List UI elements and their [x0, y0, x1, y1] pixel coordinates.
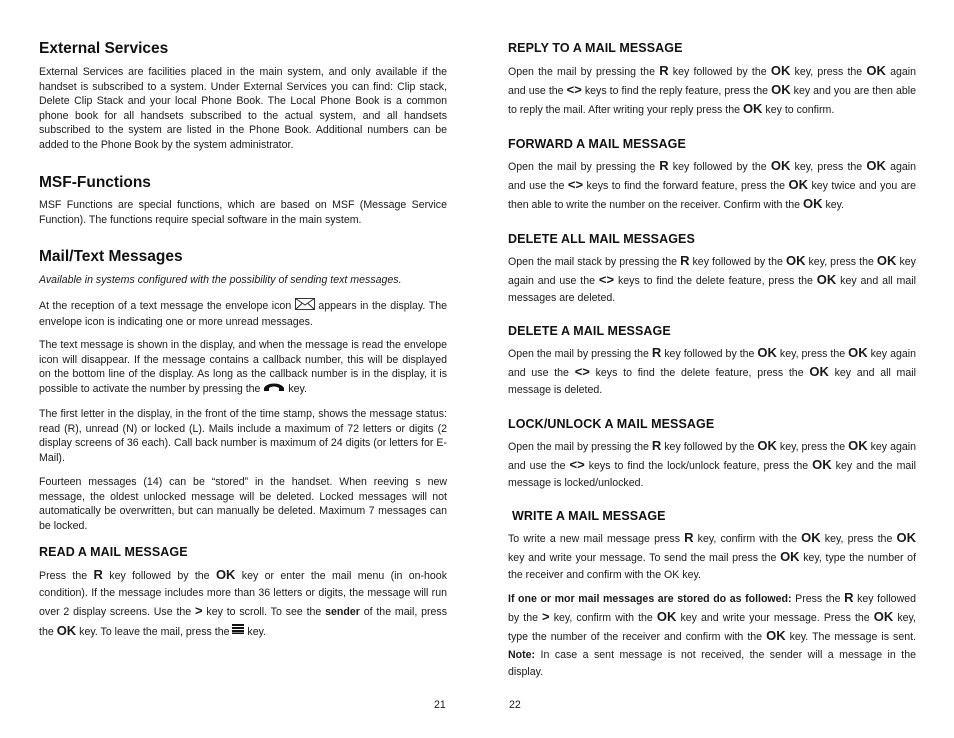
heading-forward-mail: FORWARD A MAIL MESSAGE — [508, 137, 686, 151]
heading-write-mail: WRITE A MAIL MESSAGE — [512, 509, 666, 523]
storage-paragraph: Fourteen messages (14) can be “stored” in the handset. When reeving s new message, the oldest unlocked message will be deleted. Locked messages will not automatically be overwritten, but can manually be deleted. Maximum 7 messages can be locked. — [39, 476, 447, 532]
status-paragraph: The first letter in the display, in the front of the time stamp, shows the message status: read (R), unread (N) or locked (L). Mails include a maximum of 72 letters or digits (2 display screens of 36 each). Call back number is maximum of 24 digits (or letters for E-Mail). — [39, 408, 447, 464]
read-mail-text: Press the R key followed by the OK key or enter the mail menu (in on-hook condition). If the message includes more than 36 letters or digits, the message will run over 2 display screens. Use the > key to scroll. To see the sender of the mail, press the OK key. To leave the mail, press the key. — [39, 566, 447, 641]
heading-external-services: External Services — [39, 40, 169, 57]
external-services-text: External Services are facilities placed in the main system, and only available if the handset is subscribed to a system. Under External Services you can find: Clip stack, Delete Clip Stack and your local Phone Book. The Local Phone Book is a common phone book for all handsets subscribed to the actual system, and all handsets subscribed to the system are listed in the Phone Book. Additional numbers can be added to the Phone Book by the system administrator. — [39, 66, 447, 151]
stored-messages-text: If one or mor mail messages are stored do as followed: Press the R key followed by the > key, confirm with the OK key and write your message. Press the OK key, type the number of the receiver and confirm with the OK key. The message is sent. Note: In case a sent message is not received, the sender will a message in the display. — [508, 590, 917, 678]
delete-all-text: Open the mail stack by pressing the R key followed by the OK key, press the OK key again and use the <> keys to find the delete feature, press the OK key and all mail messages are deleted. — [508, 253, 916, 305]
heading-delete-all: DELETE ALL MAIL MESSAGES — [508, 232, 695, 246]
heading-read-mail: READ A MAIL MESSAGE — [39, 545, 188, 559]
heading-msf-functions: MSF-Functions — [39, 174, 151, 191]
delete-one-text: Open the mail by pressing the R key followed by the OK key, press the OK key again and use the <> keys to find the delete feature, press the OK key and all mail message is deleted. — [508, 345, 916, 397]
envelope-icon — [295, 298, 315, 315]
callback-paragraph: The text message is shown in the display, and when the message is read the envelope icon will disappear. If the message contains a callback number, this will be displayed on the bottom line of the display. As long as the callback number is in the display, it is possible to activate the number by pressing the key. — [39, 339, 447, 395]
envelope-paragraph: At the reception of a text message the envelope icon appears in the display. The envelope icon is indicating one or more unread messages. — [39, 298, 447, 329]
heading-delete-one: DELETE A MAIL MESSAGE — [508, 324, 671, 338]
mail-text-intro: Available in systems configured with the possibility of sending text messages. — [39, 274, 402, 286]
write-mail-text: To write a new mail message press R key, confirm with the OK key, press the OK key and write your message. To send the mail press the OK key, type the number of the receiver and confirm with the OK key. — [508, 530, 917, 582]
forward-mail-text: Open the mail by pressing the R key followed by the OK key, press the OK again and use the <> keys to find the forward feature, press the OK key twice and you are then able to write the number on the receiver. Confirm with the OK key. — [508, 158, 917, 212]
page-number-right: 22 — [509, 699, 521, 711]
heading-mail-text-messages: Mail/Text Messages — [39, 248, 183, 265]
heading-reply-mail: REPLY TO A MAIL MESSAGE — [508, 41, 683, 55]
heading-lock-unlock: LOCK/UNLOCK A MAIL MESSAGE — [508, 417, 715, 431]
lock-unlock-text: Open the mail by pressing the R key followed by the OK key, press the OK key again and use the <> keys to find the lock/unlock feature, press the OK key and the mail message is locked/unlocked. — [508, 438, 916, 490]
page-number-left: 21 — [434, 699, 446, 711]
reply-mail-text: Open the mail by pressing the R key followed by the OK key, press the OK again and use the <> keys to find the reply feature, press the OK key and you are then able to reply the mail. After writing your reply press the OK key to confirm. — [508, 63, 917, 117]
phone-handset-icon — [263, 382, 285, 397]
menu-key-icon — [232, 623, 244, 640]
msf-functions-text: MSF Functions are special functions, which are based on MSF (Message Service Function). The functions require special software in the main system. — [39, 199, 447, 226]
